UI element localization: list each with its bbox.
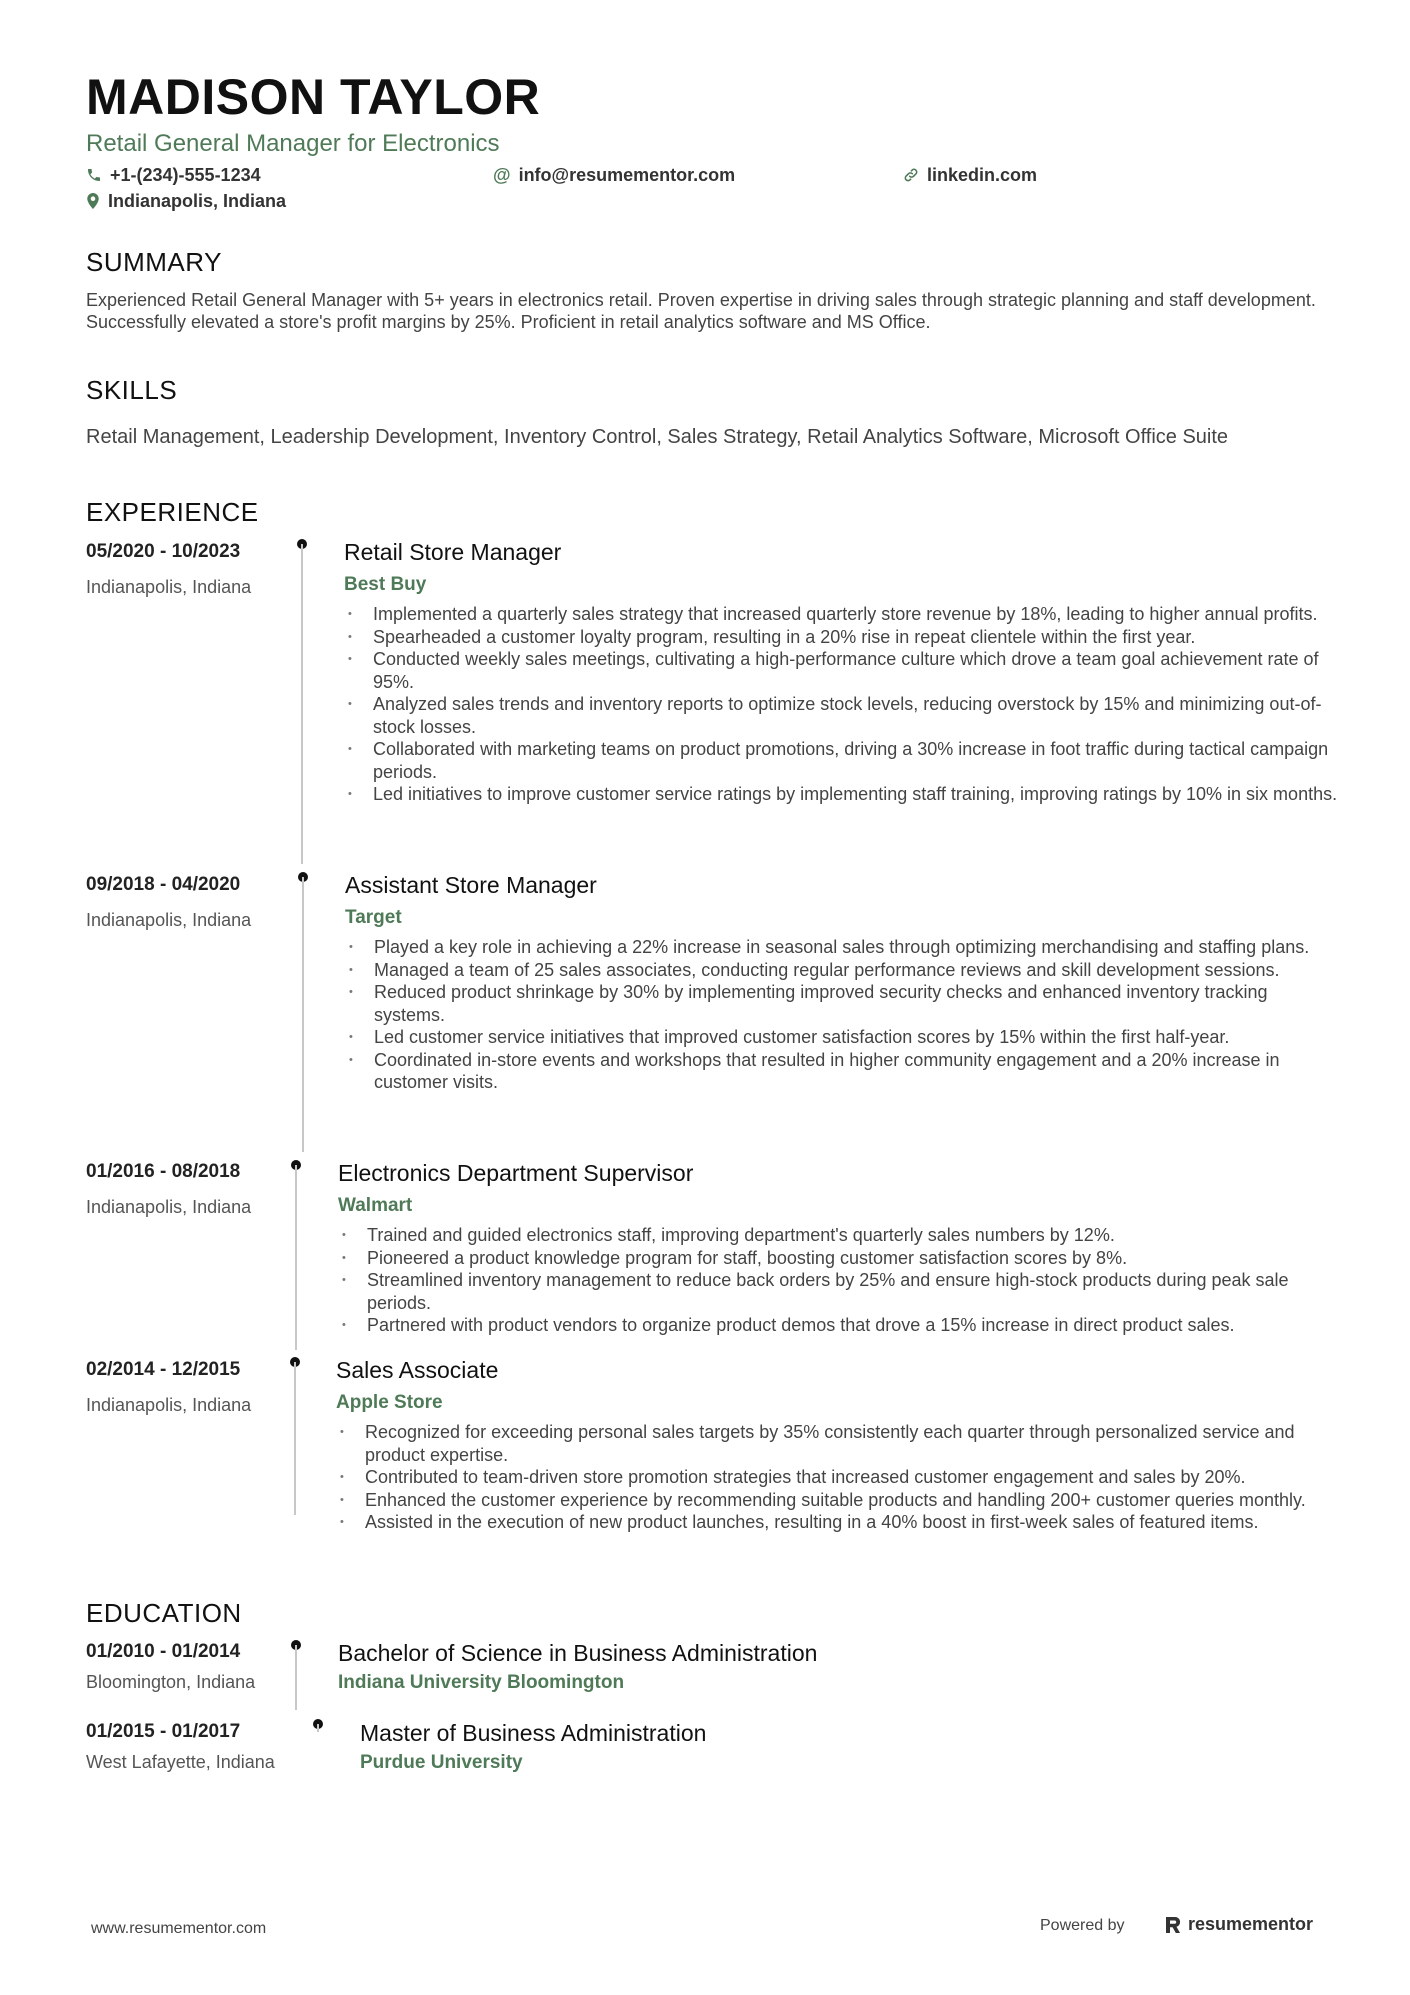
skills-heading: SKILLS xyxy=(86,375,178,405)
edu-dates: 01/2015 - 01/2017 xyxy=(86,1721,241,1742)
resumementor-logo-icon xyxy=(1164,1915,1182,1935)
timeline-line xyxy=(295,1645,297,1710)
edu-location: Bloomington, Indiana xyxy=(86,1672,256,1692)
bullet-item: • Trained and guided electronics staff, improving department's quarterly sales numbers by 12%. xyxy=(367,1224,1332,1247)
degree-title: Bachelor of Science in Business Administration xyxy=(338,1640,818,1666)
experience-heading: EXPERIENCE xyxy=(86,497,259,527)
job-title: Assistant Store Manager xyxy=(345,872,597,898)
job-location: Indianapolis, Indiana xyxy=(86,577,252,597)
school-name: Purdue University xyxy=(360,1752,523,1773)
phone-icon xyxy=(86,167,102,183)
bullet-item: • Coordinated in-store events and workshops that resulted in higher community engagement and a 20% increase in customer visits. xyxy=(374,1049,1334,1094)
contact-email[interactable] xyxy=(493,166,735,184)
footer-logo[interactable] xyxy=(1164,1914,1313,1935)
timeline-line xyxy=(317,1724,319,1732)
bullet-item: • Played a key role in achieving a 22% increase in seasonal sales through optimizing merchandising and staffing plans. xyxy=(374,936,1334,959)
location-pin-icon xyxy=(86,193,100,209)
bullet-item: • Managed a team of 25 sales associates, conducting regular performance reviews and skill development sessions. xyxy=(374,959,1334,982)
bullet-item: • Streamlined inventory management to reduce back orders by 25% and ensure high-stock products during peak sale periods. xyxy=(367,1269,1332,1314)
company-name: Walmart xyxy=(338,1195,413,1216)
timeline-line xyxy=(295,1165,297,1350)
job-title: Sales Associate xyxy=(336,1357,499,1383)
contact-phone xyxy=(86,166,261,184)
edu-location: West Lafayette, Indiana xyxy=(86,1752,275,1772)
timeline-line xyxy=(302,877,304,1152)
company-name: Best Buy xyxy=(344,574,427,595)
skills-text: Retail Management, Leadership Development, Inventory Control, Sales Strategy, Retail Analytics Software, Microsoft Office Suite xyxy=(86,426,1229,448)
job-bullets xyxy=(373,603,1338,806)
contact-website[interactable] xyxy=(903,166,1037,184)
summary-text: Experienced Retail General Manager with 5+ years in electronics retail. Proven expertise in driving sales through strategic planning and staff development. Successfully elevated a store's profit margins by 25%. Proficient in retail analytics software and MS Office. xyxy=(86,290,1316,332)
bullet-item: • Reduced product shrinkage by 30% by implementing improved security checks and enhanced inventory tracking systems. xyxy=(374,981,1334,1026)
bullet-item: • Led customer service initiatives that improved customer satisfaction scores by 15% within the first half-year. xyxy=(374,1026,1334,1049)
bullet-item: • Enhanced the customer experience by recommending suitable products and handling 200+ customer queries monthly. xyxy=(365,1489,1340,1512)
candidate-headline: Retail General Manager for Electronics xyxy=(86,130,500,157)
job-bullets xyxy=(374,936,1334,1094)
job-title: Retail Store Manager xyxy=(344,539,562,565)
footer-logo-text: resumementor xyxy=(1188,1914,1314,1934)
edu-dates: 01/2010 - 01/2014 xyxy=(86,1641,241,1662)
bullet-item: • Assisted in the execution of new product launches, resulting in a 40% boost in first-week sales of featured items. xyxy=(365,1511,1340,1534)
education-heading: EDUCATION xyxy=(86,1598,242,1628)
job-location: Indianapolis, Indiana xyxy=(86,1395,252,1415)
job-dates: 05/2020 - 10/2023 xyxy=(86,541,241,562)
job-dates: 09/2018 - 04/2020 xyxy=(86,874,241,895)
at-icon: @ xyxy=(493,165,511,185)
link-icon xyxy=(903,167,919,183)
school-name: Indiana University Bloomington xyxy=(338,1672,625,1693)
bullet-item: • Contributed to team-driven store promotion strategies that increased customer engagement and sales by 20%. xyxy=(365,1466,1340,1489)
email-text[interactable]: info@resumementor.com xyxy=(518,165,736,185)
bullet-item: • Analyzed sales trends and inventory reports to optimize stock levels, reducing overstock by 15% and minimizing out-of-stock losses. xyxy=(373,693,1338,738)
bullet-item: • Partnered with product vendors to organize product demos that drove a 15% increase in direct product sales. xyxy=(367,1314,1332,1337)
contact-location xyxy=(86,192,286,210)
bullet-item: • Conducted weekly sales meetings, cultivating a high-performance culture which drove a team goal achievement rate of 95%. xyxy=(373,648,1338,693)
job-title: Electronics Department Supervisor xyxy=(338,1160,694,1186)
job-bullets xyxy=(367,1224,1332,1337)
job-dates: 02/2014 - 12/2015 xyxy=(86,1359,241,1380)
bullet-item: • Recognized for exceeding personal sales targets by 35% consistently each quarter through personalized service and product expertise. xyxy=(365,1421,1340,1466)
job-location: Indianapolis, Indiana xyxy=(86,1197,252,1217)
job-location: Indianapolis, Indiana xyxy=(86,910,252,930)
company-name: Target xyxy=(345,907,402,928)
website-text[interactable]: linkedin.com xyxy=(927,165,1038,185)
bullet-item: • Pioneered a product knowledge program for staff, boosting customer satisfaction scores by 8%. xyxy=(367,1247,1332,1270)
bullet-item: • Spearheaded a customer loyalty program, resulting in a 20% rise in repeat clientele within the first year. xyxy=(373,626,1338,649)
job-dates: 01/2016 - 08/2018 xyxy=(86,1161,241,1182)
company-name: Apple Store xyxy=(336,1392,443,1413)
degree-title: Master of Business Administration xyxy=(360,1720,707,1746)
timeline-line xyxy=(301,544,303,864)
job-bullets xyxy=(365,1421,1340,1534)
timeline-line xyxy=(294,1362,296,1515)
footer-website[interactable]: www.resumementor.com xyxy=(91,1920,267,1937)
footer-powered-by: Powered by xyxy=(1040,1917,1125,1934)
location-text: Indianapolis, Indiana xyxy=(108,191,287,211)
bullet-item: • Led initiatives to improve customer service ratings by implementing staff training, improving ratings by 10% in six months. xyxy=(373,783,1338,806)
summary-heading: SUMMARY xyxy=(86,247,222,277)
bullet-item: • Implemented a quarterly sales strategy that increased quarterly store revenue by 18%, leading to higher annual profits. xyxy=(373,603,1338,626)
phone-text: +1-(234)-555-1234 xyxy=(110,165,261,185)
candidate-name: MADISON TAYLOR xyxy=(86,69,541,125)
bullet-item: • Collaborated with marketing teams on product promotions, driving a 30% increase in foot traffic during tactical campaign periods. xyxy=(373,738,1338,783)
